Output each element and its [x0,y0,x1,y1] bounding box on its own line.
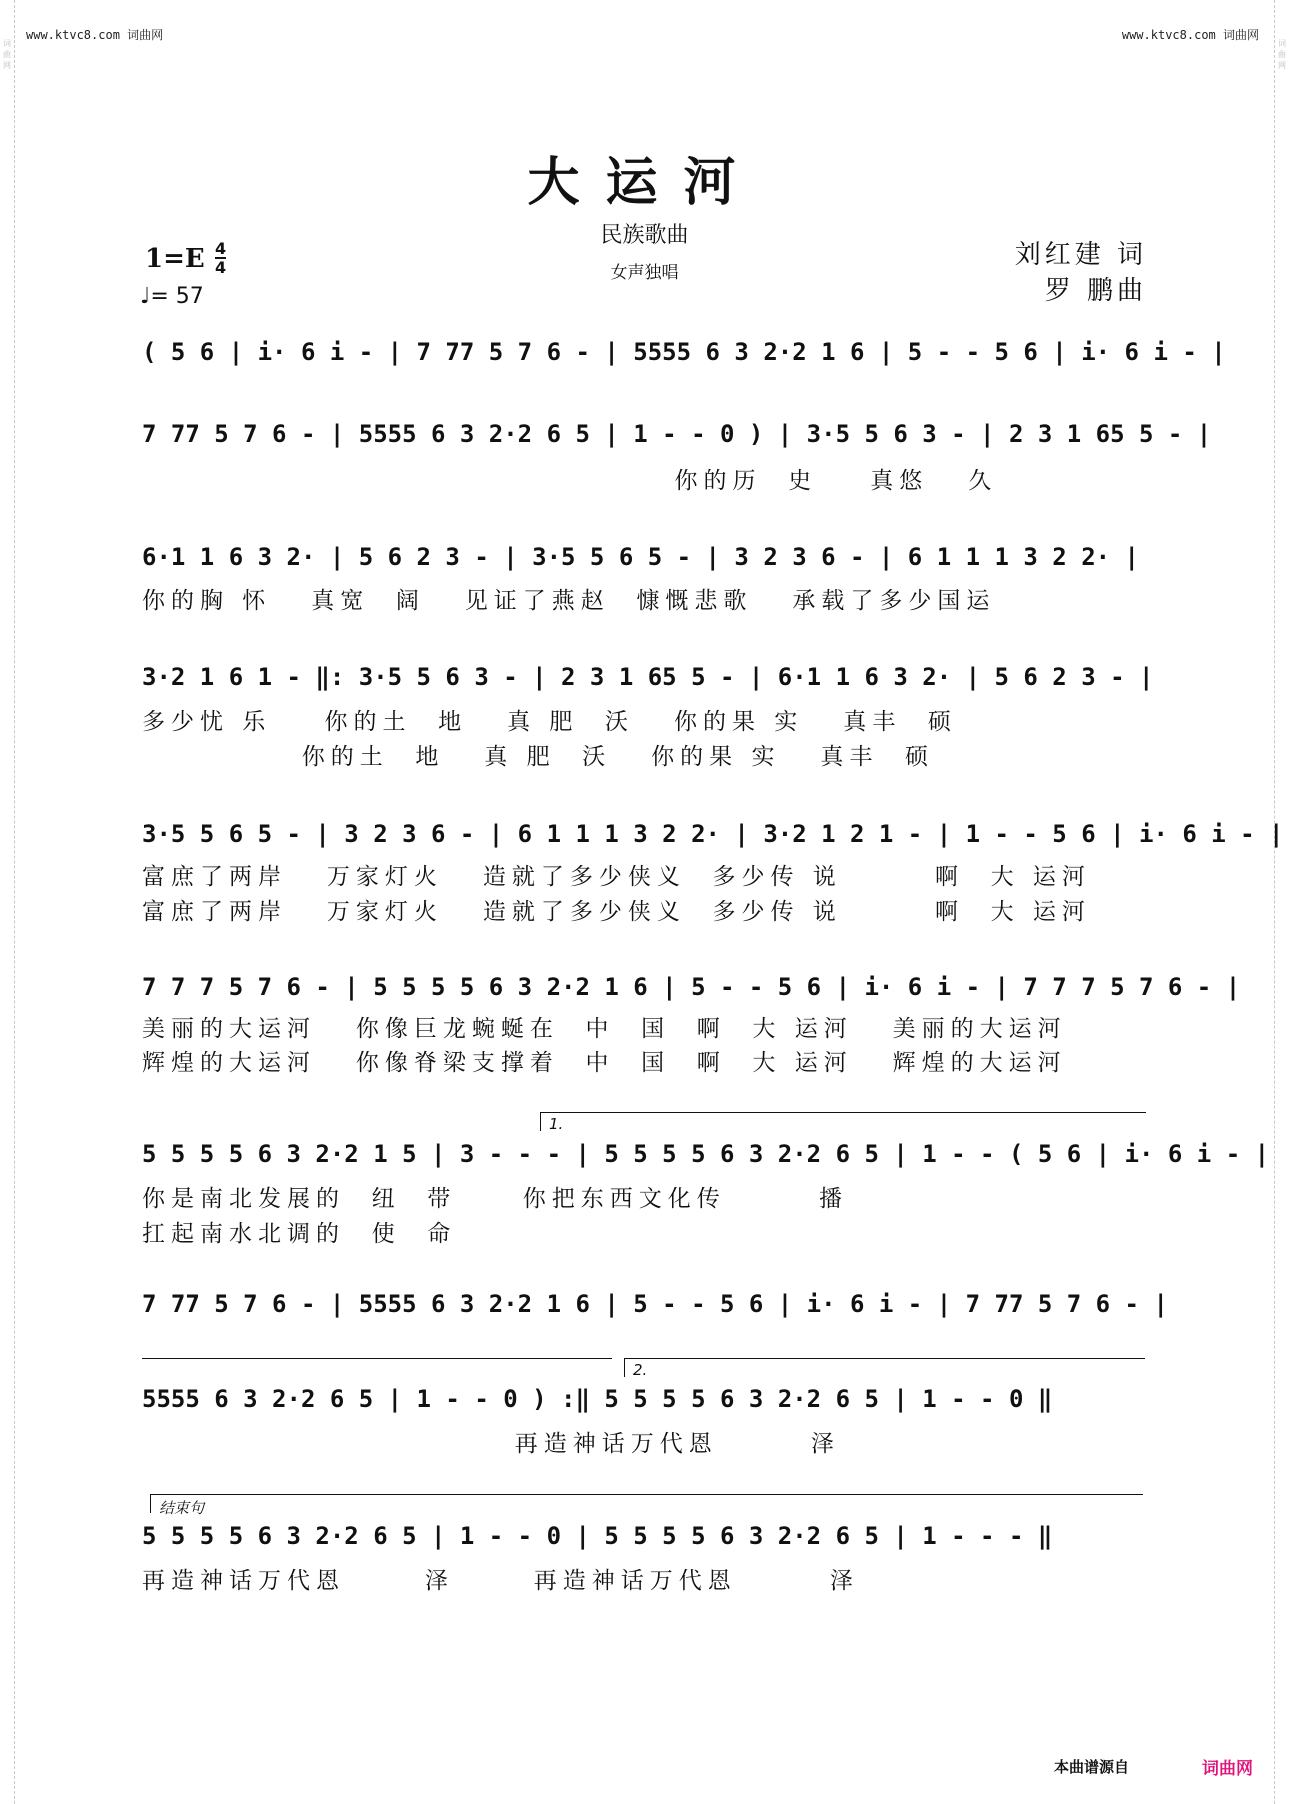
notation-line: 5555 6 3 2·2 6 5 | 1 - - 0 ) :‖ 5 5 5 5 6 3 2·2 6 5 | 1 - - 0 ‖ [142,1385,1053,1413]
lyric-line: 你的历 史 真悠 久 [142,468,998,494]
volta-bracket [624,1358,1145,1377]
song-voice: 女声独唱 [610,263,679,283]
time-signature-bottom: 4 [215,258,227,277]
header-site-right[interactable]: www.ktvc8.com 词曲网 [1121,28,1259,42]
lyric-line: 你的胸 怀 真宽 阔 见证了燕赵 慷慨悲歌 承载了多少国运 [142,588,996,614]
time-signature-top: 4 [215,239,227,258]
lyric-line: 再造神话万代恩 泽 [142,1431,840,1457]
notation-line: 5 5 5 5 6 3 2·2 6 5 | 1 - - 0 | 5 5 5 5 6 3 2·2 6 5 | 1 - - - ‖ [142,1522,1053,1550]
side-watermark-text: 词曲网 [1278,39,1286,70]
composer-credit: 罗 鹏曲 [1044,276,1147,306]
lyric-line: 扛起南水北调的 使 命 [142,1221,457,1247]
key-signature: 1=E [145,244,205,274]
notation-line: 7 7 7 5 7 6 - | 5 5 5 5 6 3 2·2 1 6 | 5 - - 5 6 | i· 6 i - | 7 7 7 5 7 6 - | [142,973,1241,1001]
volta-bracket [150,1494,1143,1517]
header-site-left[interactable]: www.ktvc8.com 词曲网 [26,28,164,42]
notation-line: 7 77 5 7 6 - | 5555 6 3 2·2 6 5 | 1 - - 0 ) | 3·5 5 6 3 - | 2 3 1 65 5 - | [142,420,1212,448]
notation-line: 3·5 5 6 5 - | 3 2 3 6 - | 6 1 1 1 3 2 2· | 3·2 1 2 1 - | 1 - - 5 6 | i· 6 i - | [142,820,1284,848]
time-signature [215,240,226,276]
lyric-line: 辉煌的大运河 你像脊梁支撑着 中 国 啊 大 运河 辉煌的大运河 [142,1050,1067,1076]
notation-line: ( 5 6 | i· 6 i - | 7 77 5 7 6 - | 5555 6 3 2·2 1 6 | 5 - - 5 6 | i· 6 i - | [142,338,1226,366]
notation-line: 3·2 1 6 1 - ‖: 3·5 5 6 3 - | 2 3 1 65 5 - | 6·1 1 6 3 2· | 5 6 2 3 - | [142,663,1154,691]
lyric-line: 富庶了两岸 万家灯火 造就了多少侠义 多少传 说 啊 大 运河 [142,864,1091,890]
volta-label: 2. [633,1361,648,1379]
lyricist-credit: 刘红建 词 [1014,240,1147,270]
lyric-line: 富庶了两岸 万家灯火 造就了多少侠义 多少传 说 啊 大 运河 [142,899,1091,925]
lyric-line: 你的土 地 真 肥 沃 你的果 实 真丰 硕 [142,744,935,770]
volta-label: 结束句 [159,1499,205,1517]
song-title: 大运河 [527,152,762,213]
notation-line: 5 5 5 5 6 3 2·2 1 5 | 3 - - - | 5 5 5 5 6 3 2·2 6 5 | 1 - - ( 5 6 | i· 6 i - | [142,1140,1270,1168]
lyric-line: 美丽的大运河 你像巨龙蜿蜒在 中 国 啊 大 运河 美丽的大运河 [142,1016,1067,1042]
repeat-bracket-line [142,1358,612,1359]
song-genre: 民族歌曲 [600,223,689,248]
side-watermark-text: 词曲网 [3,39,11,70]
notation-line: 7 77 5 7 6 - | 5555 6 3 2·2 1 6 | 5 - - 5 6 | i· 6 i - | 7 77 5 7 6 - | [142,1290,1168,1318]
notation-line: 6·1 1 6 3 2· | 5 6 2 3 - | 3·5 5 6 5 - | 3 2 3 6 - | 6 1 1 1 3 2 2· | [142,543,1139,571]
lyric-line: 你是南北发展的 纽 带 你把东西文化传 播 [142,1186,848,1212]
footer-source-label: 本曲谱源自 [1054,1758,1130,1776]
footer-brand-link[interactable]: 词曲网 [1202,1759,1253,1779]
lyric-line: 多少忧 乐 你的土 地 真 肥 沃 你的果 实 真丰 硕 [142,709,957,735]
lyric-line: 再造神话万代恩 泽 再造神话万代恩 泽 [142,1568,859,1594]
volta-bracket [540,1112,1146,1131]
tempo-marking: ♩= 57 [140,284,204,309]
volta-label: 1. [549,1115,564,1133]
